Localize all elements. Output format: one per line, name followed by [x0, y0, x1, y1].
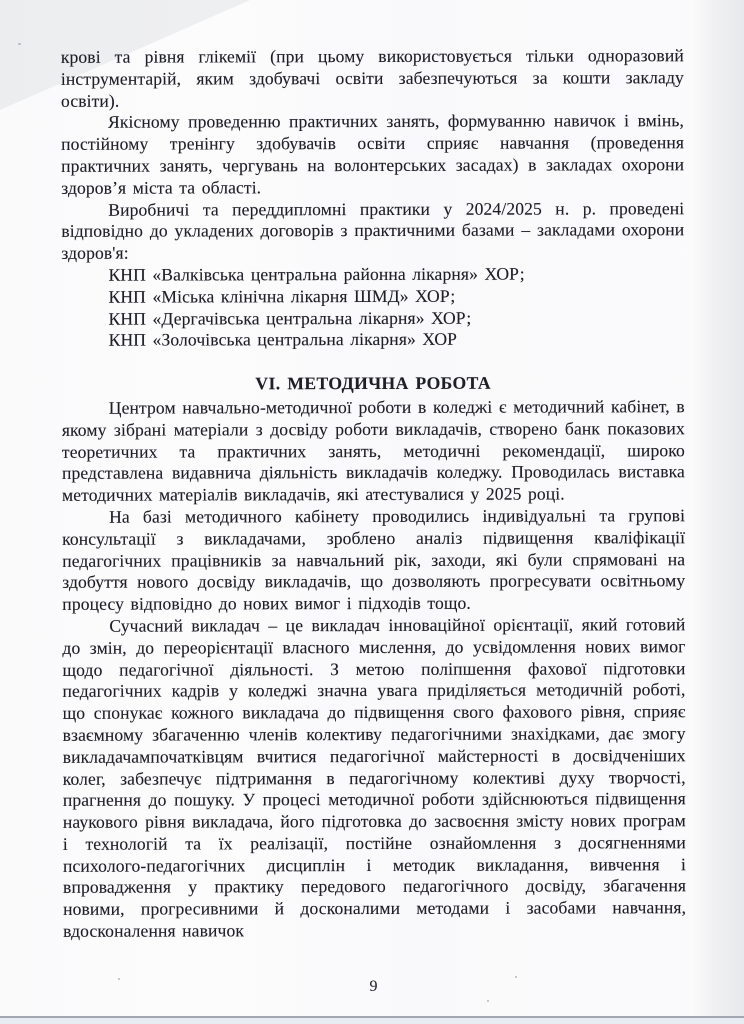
paragraph-consultations: На базі методичного кабінету проводились індивідуальні та групові консультації з викладачами, зроблено аналіз підвищення кваліфікації педагогічних працівників за навчальний рік, заходи, які були спрямовані на здобуття нового досвіду викладачів, що дозволяють прогресувати освітньому процесу відповідно до нових вимог і підходів тощо.	[62, 505, 686, 614]
scanner-bottom-edge	[0, 1016, 744, 1024]
scan-speck	[487, 1000, 489, 1002]
list-item-hospital-3: КНП «Дергачівська центральна лікарня» ХОР;	[108, 307, 472, 329]
paragraph-method-cabinet: Центром навчально-методичної роботи в коледжі є методичний кабінет, в якому зібрані матеріали з досвіду роботи викладачів, створено банк показових теоретичних та практичних занять, методичні рекомендації, широко представлена видавнича діяльність викладачів коледжу. Проводилась виставка методичних матеріалів викладачів, які атестувалися у 2025 році.	[61, 396, 685, 505]
scan-speck	[18, 43, 21, 45]
paragraph-practice-agreements: Виробничі та переддипломні практики у 2024/2025 н. р. проведені відповідно до укладених договорів з практичними базами – закладами охорони здоров'я:	[61, 197, 685, 263]
document-body	[61, 45, 686, 943]
paragraph-continuation: крові та рівня глікемії (при цьому використовується тільки одноразовий інструментарій, яким здобувачі освіти забезпечуються за кошти закладу освіти).	[60, 45, 684, 111]
paragraph-modern-teacher: Сучасний викладач – це викладач інноваційної орієнтації, який готовий до змін, до переорієнтації власного мислення, до усвідомлення нових вимог щодо педагогічної діяльності. З метою поліпшення фахової підготовки педагогічних кадрів у коледжі значна увага приділяється методичній роботі, що спонукає кожного викладача до підвищення свого фахового рівня, сприяє взаємному збагаченню членів колективу педагогічними знахідками, дає змогу викладачампочатківцям вчитися педагогічної майстерності в досвідченіших колег, забезпечує підтримання в педагогічному колективі духу творчості, прагнення до пошуку. У процесі методичної роботи здійснюються підвищення наукового рівня викладача, його підготовка до засвоєння змісту нових програм і технологій та їх реалізації, постійне ознайомлення з досягненнями психолого-педагогічних дисциплін і методик викладання, вивчення і впровадження у практику передового педагогічного досвіду, збагачення новими, прогресивними й досконалими методами і засобами навчання, вдосконалення навичок	[62, 614, 687, 941]
list-item-hospital-4: КНП «Золочівська центральна лікарня» ХОР	[108, 329, 458, 351]
page-number: 9	[369, 978, 378, 995]
section-heading: VI. МЕТОДИЧНА РОБОТА	[255, 372, 492, 394]
scan-right-shade	[692, 0, 744, 1024]
list-item-hospital-2: КНП «Міська клінічна лікарня ШМД» ХОР;	[108, 285, 456, 307]
list-item-hospital-1: КНП «Валківська центральна районна лікарня» ХОР;	[108, 263, 525, 285]
paragraph-practical-training: Якісному проведенню практичних занять, формуванню навичок і вмінь, постійному тренінгу здобувачів освіти сприяє навчання (проведення практичних занять, чергувань на волонтерських засадах) в закладах охорони здоров’я міста та області.	[61, 110, 685, 198]
